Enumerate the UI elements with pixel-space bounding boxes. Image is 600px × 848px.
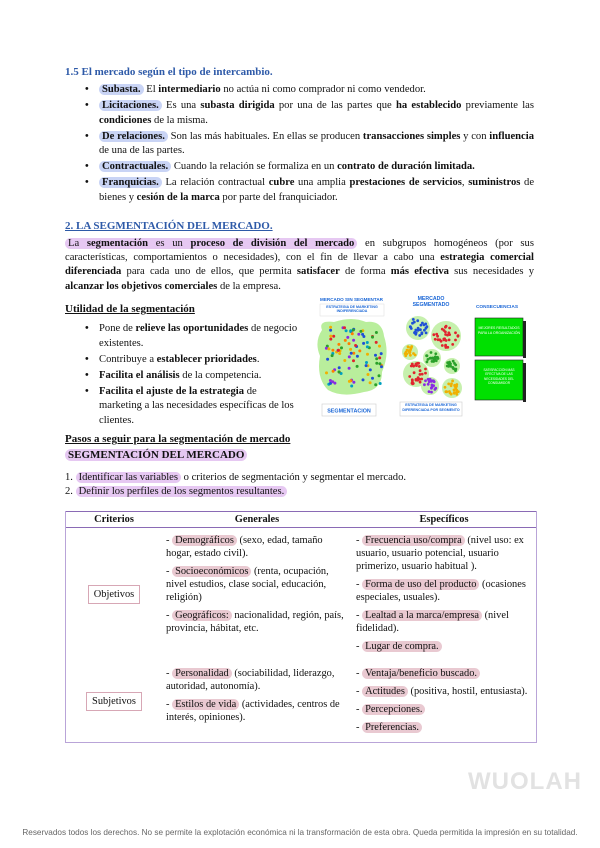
market-dot [345,329,348,332]
segment-dot [434,352,437,355]
pasos-title: Pasos a seguir para la segmentación de mercado [65,433,291,445]
table-row [66,528,536,662]
market-dot [348,380,351,383]
market-dot [348,342,351,345]
market-dot [352,381,355,384]
segment-dot [433,359,436,362]
exchange-type-list [85,83,534,207]
segment-dot [407,349,410,352]
header-criterios: Criterios [66,512,162,528]
market-dot [352,359,355,362]
segment-dot [443,338,446,341]
list-item: • Facilita el ajuste de la estrategia de marketing a las necesidades específicas de los clientes. [85,385,300,429]
market-dot [379,382,382,385]
segmentation-definition: La segmentación es un proceso de división del mercado en subgrupos homogéneos (por sus características, comportamientos o necesidades), con el fin de llevar a cabo una estrategia comercial diferenciada para cada uno de ellos, que permita satisfacer de forma más efectiva sus necesidades y alcanzar los objetivos comerciales de la empresa. [65,238,534,292]
segment-dot [410,327,413,330]
market-dot [371,336,374,339]
segment-dot [427,378,430,381]
segment-dot [409,354,412,357]
list-item: • De relaciones. Son las más habituales. En ellas se producen transacciones simples y con influencia de una de las partes. [85,130,534,159]
header-especificos: Específicos [352,512,536,528]
segment-dot [418,365,421,368]
market-dot [366,345,369,348]
market-dot [356,355,359,358]
segment-dot [414,354,417,357]
segment-dot [424,379,427,382]
market-dot [348,355,351,358]
market-dot [362,342,365,345]
market-dot [325,347,328,350]
market-dot [366,353,369,356]
market-dot [331,349,334,352]
list-item: - Preferencias. [356,721,532,734]
segment-dot [450,382,453,385]
segment-dot [417,327,420,330]
segment-dot [411,378,414,381]
market-dot [352,329,355,332]
segment-dot [444,333,447,336]
segment-dot [432,333,435,336]
market-dot [375,357,378,360]
market-dot [344,339,347,342]
wuolah-logo: WUOLAH [468,768,582,795]
segment-dot [452,366,455,369]
footer-rights: Reservados todos los derechos. No se permite la explotación económica ni la transformación de esta obra. Queda permitida la impresión en su totalidad. [22,828,578,837]
segment-dot [449,365,452,368]
segment-dot [423,383,426,386]
segment-dot [412,318,415,321]
pasos-steps [65,471,534,499]
market-dot [362,335,365,338]
utilidad-title: Utilidad de la segmentación [65,303,195,315]
segment-dot [441,344,444,347]
market-dot [359,330,362,333]
segment-dot [451,380,454,383]
market-dot [350,352,353,355]
list-item: - Actitudes (positiva, hostil, entusiasta). [356,686,528,697]
segment-dot [412,382,415,385]
list-item: - Forma de uso del producto (ocasiones especiales, usuales). [356,579,526,603]
market-dot [332,335,335,338]
label-consecuencias: CONSECUENCIAS [475,305,519,310]
label-estrategia-indiferenciada: ESTRATEGIA DE MARKETING INDIFERENCIADA [326,305,378,314]
market-dot [369,381,372,384]
step-2: 2. Definir los perfiles de los segmentos resultantes. [65,485,534,499]
market-dot [338,352,341,355]
market-dot [378,356,381,359]
market-dot [375,331,378,334]
market-dot [343,359,346,362]
definition-highlight: La segmentación es un proceso de división del mercado [65,238,357,249]
market-dot [365,361,368,364]
segment-dot [436,335,439,338]
label-mercado-sin-segmentar: MERCADO SIN SEGMENTAR [320,297,383,302]
list-item: - Geográficos: nacionalidad, región, país, provincia, hábitat, etc. [166,610,344,634]
segment-dot [430,391,433,394]
market-dot [371,377,374,380]
segment-dot [448,339,451,342]
market-dot [346,336,349,339]
market-dot [326,358,329,361]
criteria-table [66,511,536,742]
market-dot [375,362,378,365]
market-dot [366,341,369,344]
section-title-1-5: 1.5 El mercado según el tipo de intercambio. [65,66,273,78]
market-dot [374,354,377,357]
segment-dot [431,379,434,382]
market-dot [356,365,359,368]
segment-dot [453,362,456,365]
segment-dot [413,371,416,374]
segment-dot [424,368,427,371]
segment-dot [455,391,458,394]
market-dot [375,341,378,344]
market-dot [327,347,330,350]
segment-dot [416,319,419,322]
market-dot [374,383,377,386]
segment-dot [437,357,440,360]
list-item: - Lealtad a la marca/empresa (nivel fidelidad). [356,610,509,634]
segment-dot [420,324,423,327]
market-dot [325,371,328,374]
market-dot [343,326,346,329]
segment-dot [426,361,429,364]
segment-dot [450,393,453,396]
segment-dot [413,321,416,324]
market-dot [351,332,354,335]
market-dot [349,329,352,332]
list-item: - Personalidad (sociabilidad, liderazgo, autoridad, autonomía). [166,668,335,692]
segment-dot [414,333,417,336]
market-dot [350,385,353,388]
market-dot [332,370,335,373]
market-dot [337,349,340,352]
segment-dot [430,351,433,354]
market-dot [352,352,355,355]
segment-dot [454,368,457,371]
market-dot [338,366,341,369]
label-estrategia-diferenciada: ESTRATEGIA DE MARKETING DIFERENCIADA POR SEGMENTO [402,403,460,412]
segment-dot [447,383,450,386]
segment-dot [425,332,428,335]
segment-dot [444,331,447,334]
segment-dot [414,364,417,367]
row-label: Subjetivos [86,692,142,711]
segment-dot [421,373,424,376]
market-dot [331,354,334,357]
list-item: - Socioeconómicos (renta, ocupación, nivel estudios, clase social, educación, religión) [166,566,329,603]
segment-dot [418,334,421,337]
market-dot [369,368,372,371]
market-dot [354,344,357,347]
market-dot [378,362,381,365]
segment-dot [453,392,456,395]
segment-dot [419,369,422,372]
segment-dot [432,385,435,388]
list-item: • Licitaciones. Es una subasta dirigida por una de las partes que ha establecido previamente las condiciones de la misma. [85,99,534,128]
segment-dot [434,388,437,391]
list-item: • Pone de relieve las oportunidades de negocio existentes. [85,322,300,351]
market-dot [378,345,381,348]
segment-dot [429,357,432,360]
segmentation-diagram [312,294,538,422]
label-mercado-segmentado: MERCADO SEGMENTADO [412,296,450,308]
segment-dot [410,346,413,349]
market-dot [352,339,355,342]
label-mejores-resultados: MEJORES RESULTADOS PARA LA ORGANIZACIÓN [477,326,521,335]
segment-dot [446,346,449,349]
segment-dot [448,361,451,364]
market-dot [338,370,341,373]
market-dot [358,349,361,352]
market-dot [348,367,351,370]
utilidad-list [85,322,300,430]
table-row [66,661,536,742]
segment-dot [434,338,437,341]
header-generales: Generales [162,512,352,528]
segment-dot [448,327,451,330]
market-dot [380,365,383,368]
segment-dot [419,328,422,331]
list-item: • Franquicias. La relación contractual cubre una amplia prestaciones de servicios, suministros de bienes y cesión de la marca por parte del franquiciador. [85,176,534,205]
segment-dot [457,334,460,337]
segment-dot [447,331,450,334]
list-item: - Estilos de vida (actividades, centros de interés, opiniones). [166,699,340,723]
label-segmentacion: SEGMENTACION [327,408,371,415]
segment-dot [419,381,422,384]
segment-dot [425,354,428,357]
segment-dot [437,338,440,341]
segment-dot [417,362,420,365]
segment-dot [408,375,411,378]
market-dot [349,348,352,351]
criteria-table-frame [65,511,537,743]
market-dot [340,346,343,349]
market-dot [357,333,360,336]
segment-dot [444,326,447,329]
list-item: • Contractuales. Cuando la relación se formaliza en un contrato de duración limitada. [85,160,534,175]
list-item: - Demográficos (sexo, edad, tamaño hogar, estado civil). [166,535,323,559]
market-dot [362,378,365,381]
market-dot [365,364,368,367]
segment-dot [454,331,457,334]
step-1: 1. Identificar las variables o criterios de segmentación y segmentar el mercado. [65,472,407,483]
list-item: • Facilita el análisis de la competencia. [85,369,300,384]
section-title-2: 2. LA SEGMENTACIÓN DEL MERCADO. [65,220,273,232]
list-item: - Lugar de compra. [356,640,532,653]
market-dot [329,326,332,329]
segment-dot [451,343,454,346]
market-dot [380,352,383,355]
market-dot [378,374,381,377]
segment-dot [428,390,431,393]
list-item: • Subasta. El intermediario no actúa ni como comprador ni como vendedor. [85,83,534,98]
list-item: - Frecuencia uso/compra (nivel uso: ex usuario, usuario potencial, usuario primerizo, usuario habitual ). [356,535,524,572]
label-satisfaccion: SATISFACCIÓN MÁS EFECTIVA DE LAS NECESIDADES DEL CONSUMIDOR [483,368,515,386]
market-dot [329,329,332,332]
segment-dot [448,390,451,393]
segment-dot [427,383,430,386]
segment-dot [444,386,447,389]
segment-dot [454,385,457,388]
market-dot [367,373,370,376]
list-item: - Percepciones. [356,703,532,716]
segment-dot [424,372,427,375]
pasos-subtitle: SEGMENTACIÓN DEL MERCADO [65,449,247,461]
segment-dot [417,376,420,379]
row-label: Objetivos [88,585,140,604]
list-item: - Ventaja/beneficio buscado. [356,667,532,680]
segment-dot [454,339,457,342]
segment-dot [407,345,410,348]
list-item: • Contribuye a establecer prioridades. [85,353,300,368]
segment-dot [445,390,448,393]
segment-dot [405,353,408,356]
market-dot [329,335,332,338]
market-dot [337,343,340,346]
market-dot [329,338,332,341]
segment-dot [425,327,428,330]
market-dot [333,382,336,385]
